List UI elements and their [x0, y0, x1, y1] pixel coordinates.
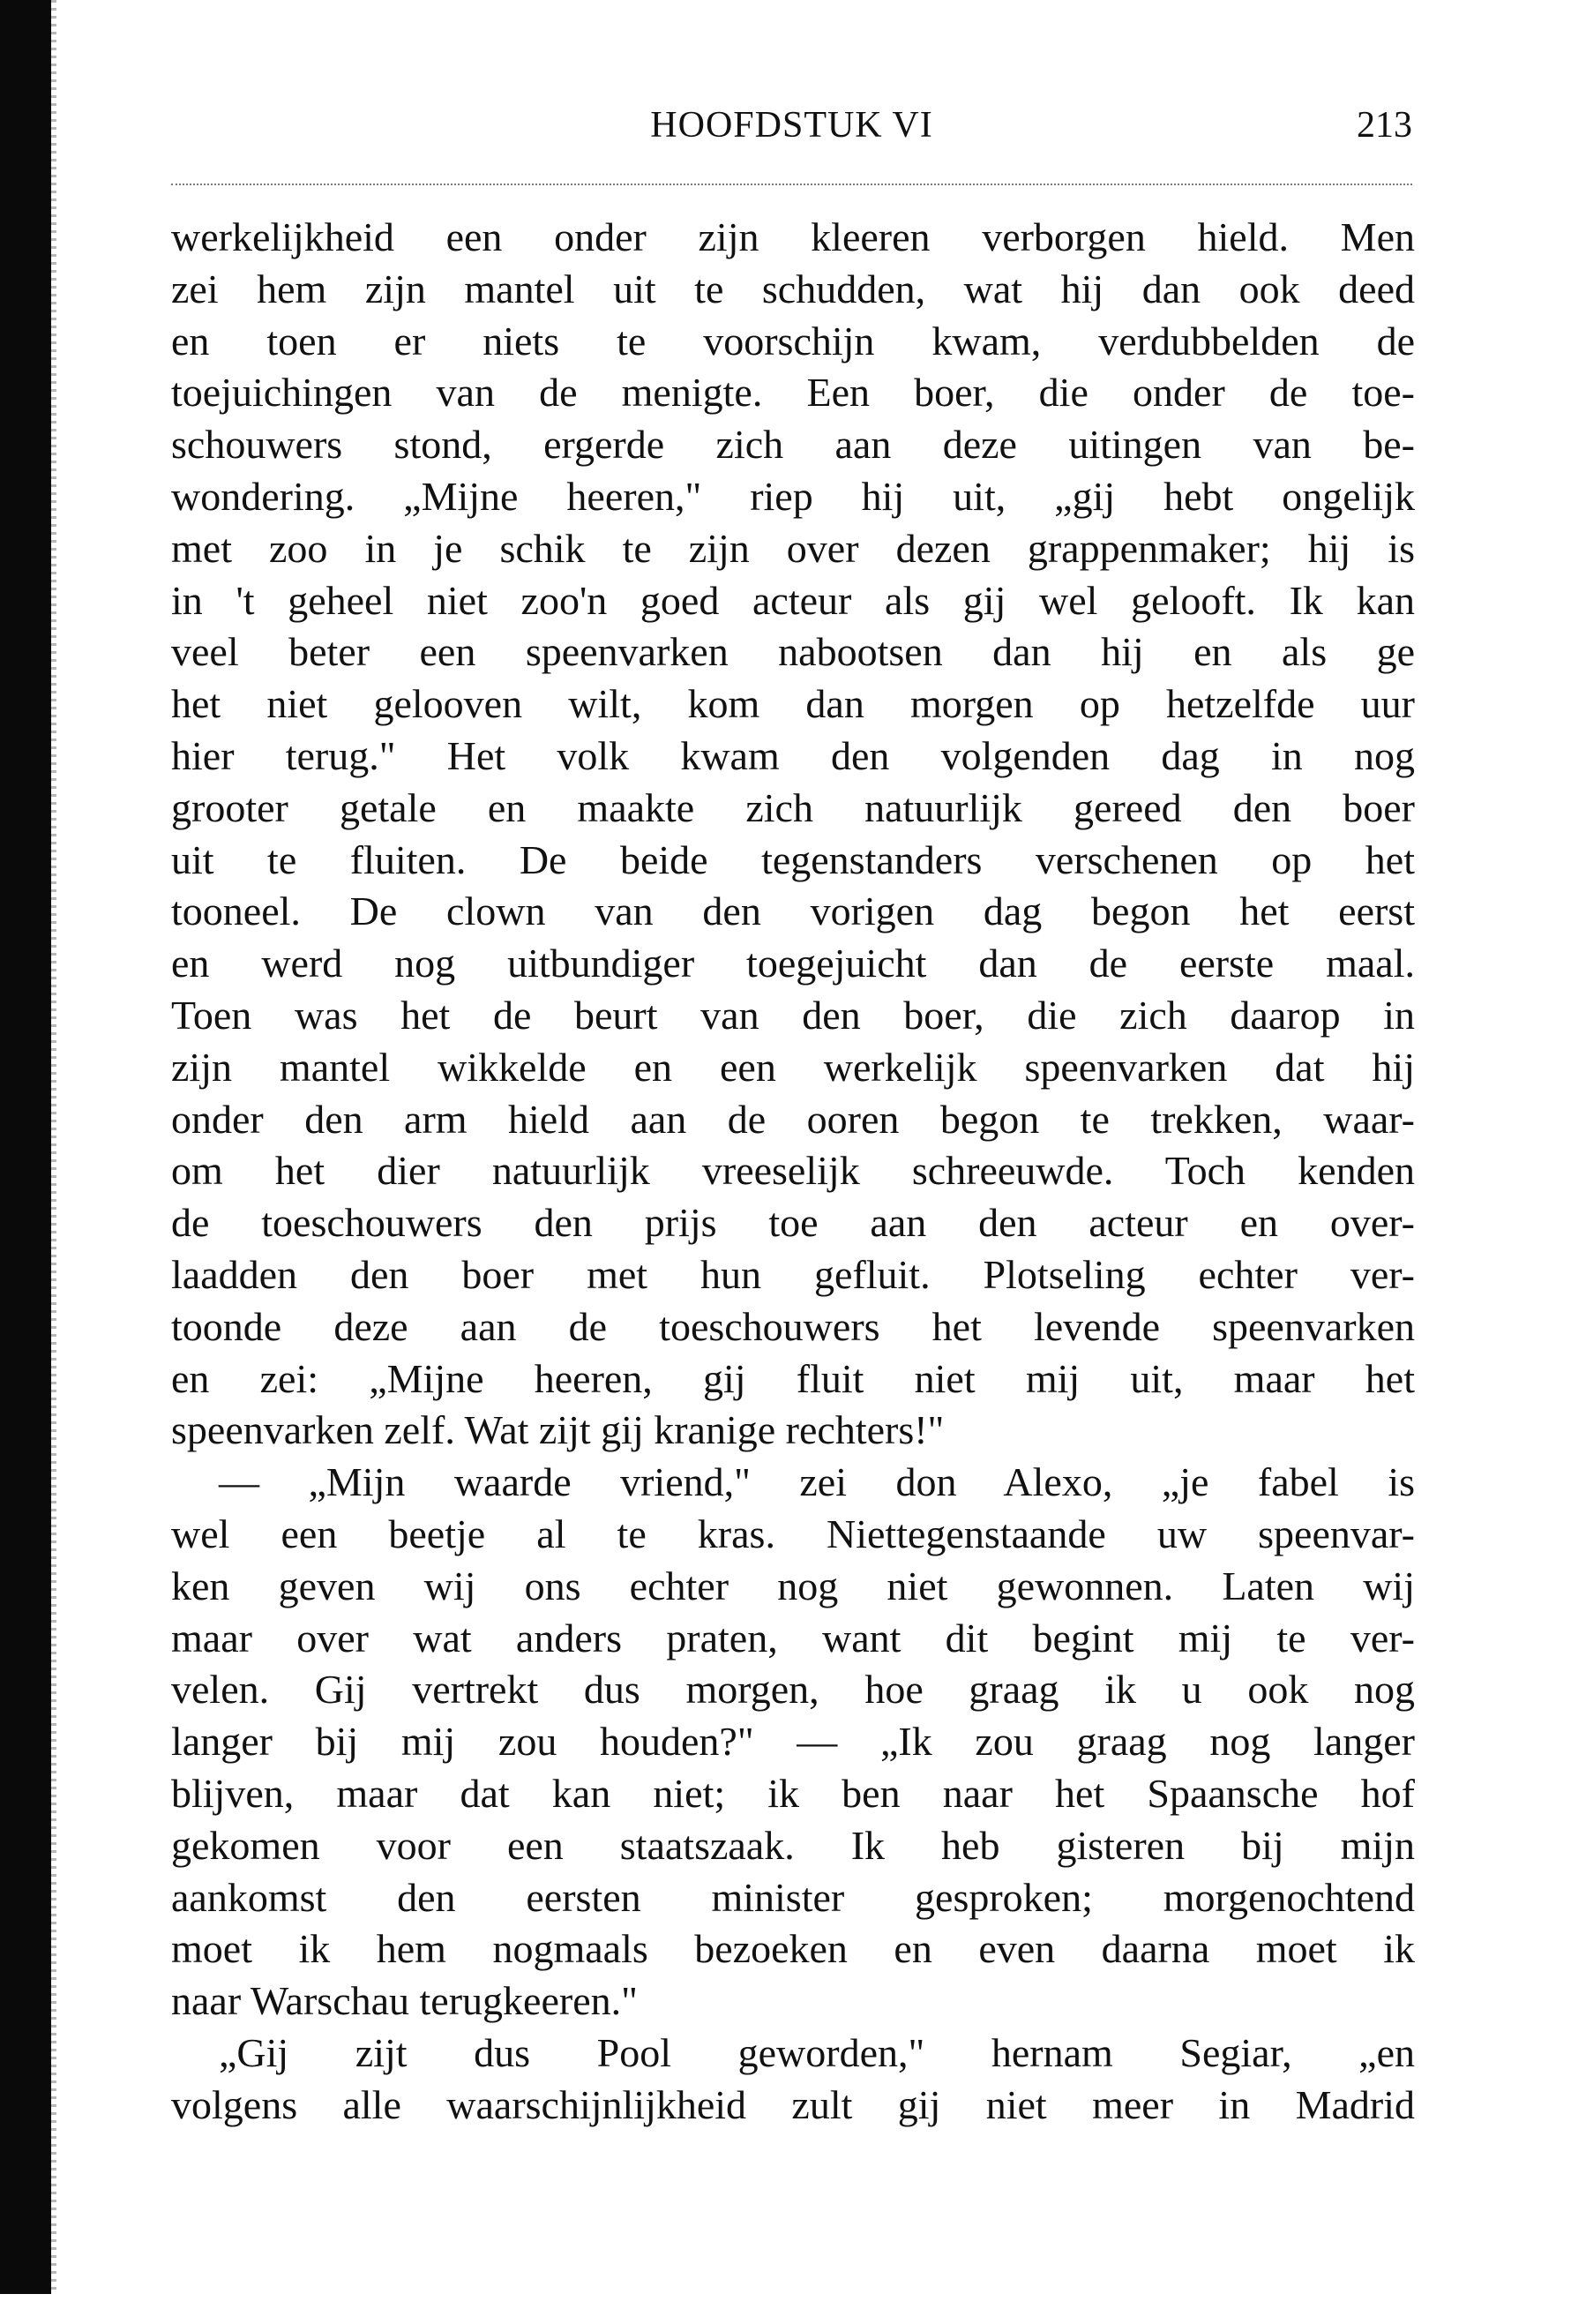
text-line: speenvarken zelf. Wat zijt gij kranige rechters!" [171, 1407, 945, 1453]
text-line: „Gij zijt dus Pool geworden," hernam Segiar, „en [219, 2029, 1415, 2075]
text-line: aankomst den eersten minister gesproken; morgenochtend [171, 1874, 1415, 1920]
text-line: werkelijkheid een onder zijn kleeren verborgen hield. Men [171, 214, 1415, 259]
text-line: gekomen voor een staatszaak. Ik heb gisteren bij mijn [171, 1822, 1415, 1868]
text-line: tooneel. De clown van den vorigen dag begon het eerst [171, 888, 1415, 934]
text-line: onder den arm hield aan de ooren begon te trekken, waar- [171, 1096, 1415, 1142]
chapter-title: HOOFDSTUK VI [650, 105, 933, 146]
running-header [171, 104, 1412, 154]
text-line: en toen er niets te voorschijn kwam, verdubbelden de [171, 318, 1415, 364]
header-dotted-rule [171, 184, 1412, 185]
text-line: schouwers stond, ergerde zich aan deze uitingen van be- [171, 422, 1415, 468]
text-line: Toen was het de beurt van den boer, die zich daarop in [171, 992, 1415, 1038]
text-line: maar over wat anders praten, want dit begint mij te ver- [171, 1615, 1415, 1661]
text-line: grooter getale en maakte zich natuurlijk gereed den boer [171, 784, 1415, 830]
text-line: toonde deze aan de toeschouwers het levende speenvarken [171, 1303, 1415, 1349]
text-line: velen. Gij vertrekt dus morgen, hoe graag ik u ook nog [171, 1667, 1415, 1713]
scan-edge-noise [51, 0, 56, 2294]
text-line: in 't geheel niet zoo'n goed acteur als gij wel gelooft. Ik kan [171, 577, 1415, 623]
text-line: met zoo in je schik te zijn over dezen grappenmaker; hij is [171, 525, 1415, 571]
scan-binding-edge [0, 0, 51, 2294]
text-line: uit te fluiten. De beide tegenstanders verschenen op het [171, 836, 1415, 882]
text-line: ken geven wij ons echter nog niet gewonnen. Laten wij [171, 1563, 1415, 1608]
text-line: — „Mijn waarde vriend," zei don Alexo, „je fabel is [219, 1459, 1415, 1505]
paragraph [171, 2028, 1415, 2132]
body-text [171, 212, 1415, 2131]
text-line: zijn mantel wikkelde en een werkelijk speenvarken dat hij [171, 1044, 1415, 1090]
text-line: en zei: „Mijne heeren, gij fluit niet mij uit, maar het [171, 1355, 1415, 1401]
page-number: 213 [1357, 105, 1412, 146]
text-line: het niet gelooven wilt, kom dan morgen op hetzelfde uur [171, 681, 1415, 727]
text-line: wel een beetje al te kras. Niettegenstaande uw speenvar- [171, 1511, 1415, 1556]
text-line: volgens alle waarschijnlijkheid zult gij niet meer in Madrid [171, 2081, 1415, 2127]
text-line: hier terug." Het volk kwam den volgenden dag in nog [171, 732, 1415, 778]
text-line: moet ik hem nogmaals bezoeken en even daarna moet ik [171, 1926, 1415, 1972]
text-line: toejuichingen van de menigte. Een boer, die onder de toe- [171, 370, 1415, 416]
text-line: naar Warschau terugkeeren." [171, 1978, 638, 2024]
text-line: om het dier natuurlijk vreeselijk schreeuwde. Toch kenden [171, 1148, 1415, 1194]
text-line: veel beter een speenvarken nabootsen dan hij en als ge [171, 629, 1415, 675]
paragraph [171, 1457, 1415, 2028]
text-line: wondering. „Mijne heeren," riep hij uit, „gij hebt ongelijk [171, 473, 1415, 519]
text-line: zei hem zijn mantel uit te schudden, wat hij dan ook deed [171, 266, 1415, 311]
text-line: blijven, maar dat kan niet; ik ben naar het Spaansche hof [171, 1770, 1415, 1816]
paragraph [171, 212, 1415, 1457]
text-line: laadden den boer met hun gefluit. Plotseling echter ver- [171, 1251, 1415, 1297]
text-line: en werd nog uitbundiger toegejuicht dan de eerste maal. [171, 941, 1415, 986]
text-line: langer bij mij zou houden?" — „Ik zou graag nog langer [171, 1719, 1415, 1765]
text-line: de toeschouwers den prijs toe aan den acteur en over- [171, 1200, 1415, 1246]
